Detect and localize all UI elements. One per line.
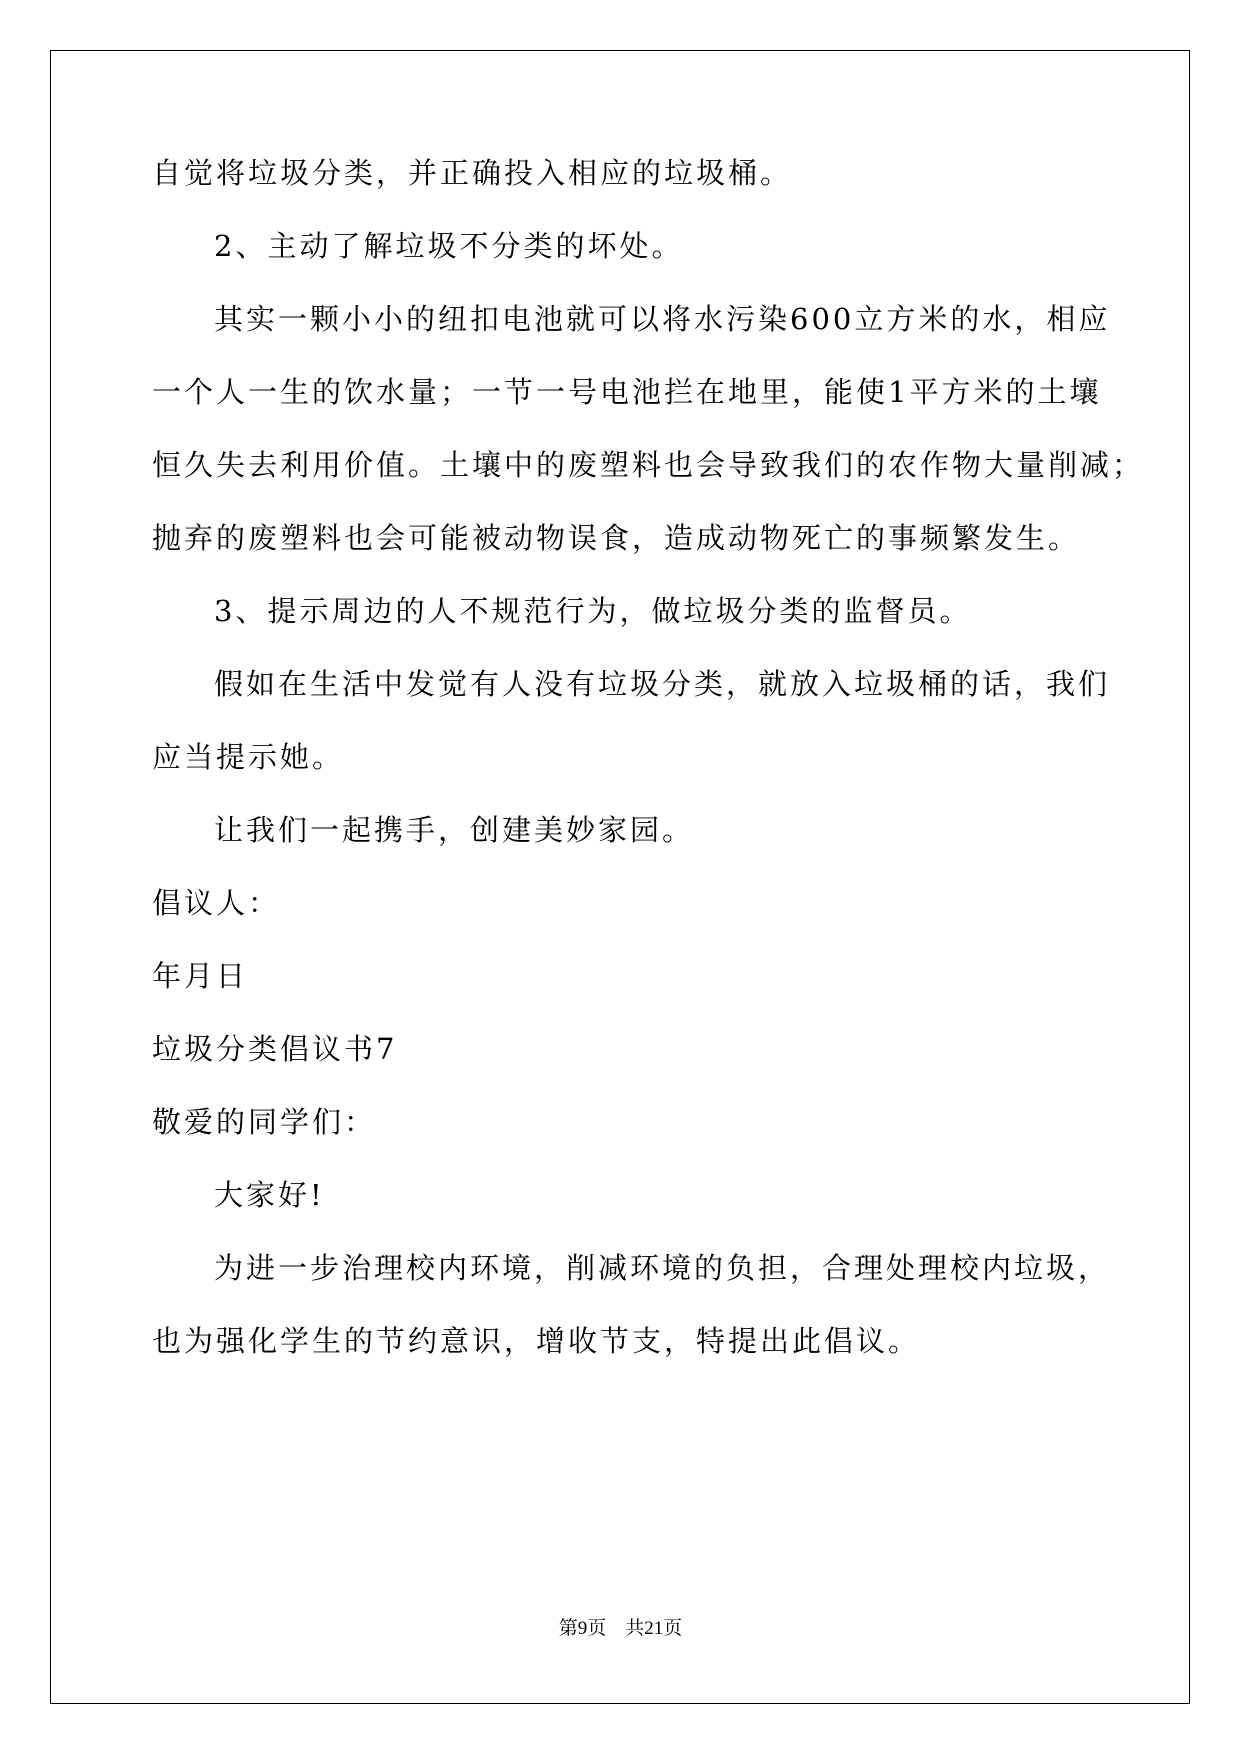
paragraph-line: 也为强化学生的节约意识，增收节支，特提出此倡议。	[152, 1324, 921, 1358]
paragraph-line: 一个人一生的饮水量；一节一号电池拦在地里，能使1平方米的土壤	[152, 375, 1102, 409]
signature-label: 倡议人：	[152, 886, 281, 920]
paragraph-line: 自觉将垃圾分类，并正确投入相应的垃圾桶。	[152, 156, 793, 190]
paragraph-line: 为进一步治理校内环境，削减环境的负担，合理处理校内垃圾，	[214, 1251, 1111, 1285]
date-label: 年月日	[152, 959, 249, 993]
paragraph-line: 其实一颗小小的纽扣电池就可以将水污染600立方米的水，相应	[214, 302, 1111, 336]
paragraph-line: 抛弃的废塑料也会可能被动物误食，造成动物死亡的事频繁发生。	[152, 521, 1081, 555]
section-heading: 垃圾分类倡议书7	[152, 1032, 398, 1066]
page-border	[50, 50, 1190, 1704]
paragraph-line: 2、主动了解垃圾不分类的坏处。	[214, 229, 684, 263]
paragraph-line: 应当提示她。	[152, 740, 345, 774]
paragraph-line: 3、提示周边的人不规范行为，做垃圾分类的监督员。	[214, 594, 972, 628]
page-footer	[0, 1617, 1241, 1641]
page-number: 第9页	[558, 1618, 607, 1639]
salutation: 敬爱的同学们：	[152, 1105, 377, 1139]
paragraph-line: 恒久失去利用价值。土壤中的废塑料也会导致我们的农作物大量削减；	[152, 448, 1145, 482]
paragraph-line: 让我们一起携手，创建美妙家园。	[214, 813, 695, 847]
page-total: 共21页	[625, 1618, 683, 1639]
greeting: 大家好!	[214, 1178, 325, 1212]
paragraph-line: 假如在生活中发觉有人没有垃圾分类，就放入垃圾桶的话，我们	[214, 667, 1111, 701]
